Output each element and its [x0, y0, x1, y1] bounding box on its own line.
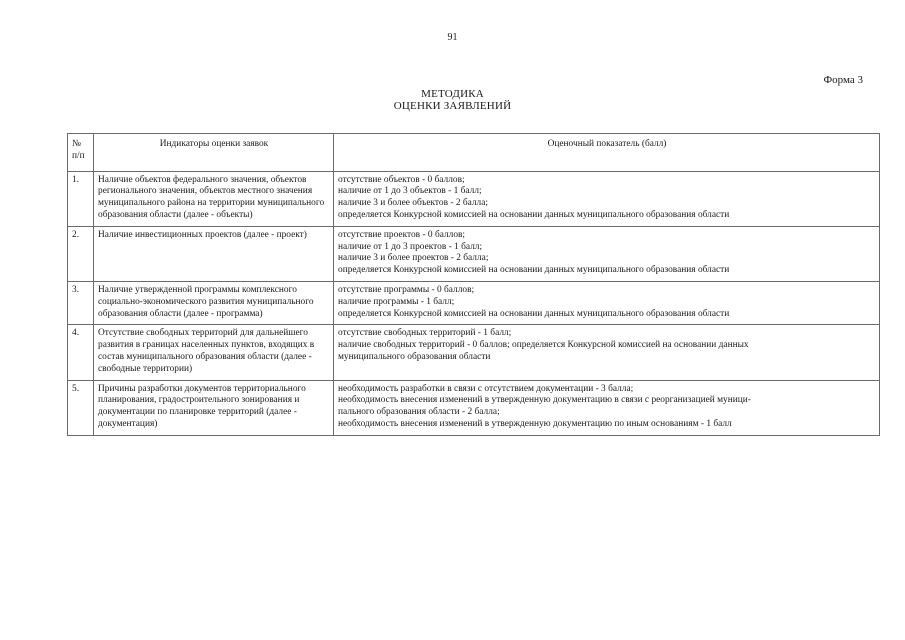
score-line: необходимость внесения изменений в утвержденную документацию по иным основаниям - 1 балл — [338, 418, 732, 429]
score-line: муниципального образования области — [338, 351, 491, 362]
header-score: Оценочный показатель (балл) — [334, 134, 880, 172]
row-indicator-text: Наличие объектов федерального значения, объектов регионального значения, объектов местного значения муниципального района на территории муниципального образования области (далее - объекты) — [98, 174, 325, 220]
table-row — [68, 226, 880, 281]
score-line: наличие 3 и более объектов - 2 балла; — [338, 198, 488, 209]
table-row — [68, 380, 880, 435]
row-indicator — [94, 281, 334, 324]
table-row — [68, 281, 880, 324]
score-line: определяется Конкурсной комиссией на основании данных муниципального образования области — [338, 209, 730, 220]
score-line: отсутствие проектов - 0 баллов; — [338, 229, 466, 240]
row-num: 1. — [68, 171, 94, 226]
title-line-1: МЕТОДИКА — [421, 88, 484, 100]
score-line: отсутствие программы - 0 баллов; — [338, 284, 475, 295]
row-score — [334, 325, 880, 380]
score-line: определяется Конкурсной комиссией на основании данных муниципального образования области — [338, 308, 730, 319]
document-title — [0, 88, 905, 112]
row-score — [334, 281, 880, 324]
row-score — [334, 226, 880, 281]
form-label: Форма 3 — [823, 74, 863, 86]
row-num: 4. — [68, 325, 94, 380]
page-number: 91 — [447, 32, 458, 43]
row-indicator — [94, 226, 334, 281]
row-num: 2. — [68, 226, 94, 281]
row-indicator-text: Причины разработки документов территориального планирования, градостроительного зонирования и документации по планировке территорий (далее - документация) — [98, 383, 306, 429]
header-num-text: № п/п — [72, 139, 85, 161]
score-line: наличие от 1 до 3 объектов - 1 балл; — [338, 186, 482, 197]
score-line: наличие 3 и более проектов - 2 балла; — [338, 253, 489, 264]
row-score — [334, 380, 880, 435]
title-line-2: ОЦЕНКИ ЗАЯВЛЕНИЙ — [393, 100, 512, 112]
row-indicator-text: Наличие утвержденной программы комплексного социально-экономического развития муниципального образования области (далее - программа) — [98, 284, 314, 319]
score-line: отсутствие свободных территорий - 1 балл; — [338, 328, 512, 339]
row-indicator-text: Отсутствие свободных территорий для дальнейшего развития в границах населенных пунктов, входящих в состав муниципального образования области (далее - свободные территории) — [98, 328, 315, 374]
row-indicator — [94, 325, 334, 380]
score-line: необходимость разработки в связи с отсутствием документации - 3 балла; — [338, 383, 634, 394]
score-line: пального образования области - 2 балла; — [338, 407, 500, 418]
row-num: 5. — [68, 380, 94, 435]
row-indicator-text: Наличие инвестиционных проектов (далее - проект) — [98, 229, 307, 240]
score-line: наличие программы - 1 балл; — [338, 296, 455, 307]
assessment-table — [67, 133, 880, 436]
row-indicator — [94, 171, 334, 226]
score-line: отсутствие объектов - 0 баллов; — [338, 174, 465, 185]
score-line: необходимость внесения изменений в утвержденную документацию в связи с реорганизацией муници- — [338, 395, 751, 406]
header-indicator: Индикаторы оценки заявок — [94, 134, 334, 172]
score-line: наличие от 1 до 3 проектов - 1 балл; — [338, 241, 483, 252]
score-line: определяется Конкурсной комиссией на основании данных муниципального образования области — [338, 265, 730, 276]
table-header-row — [68, 134, 880, 172]
row-score — [334, 171, 880, 226]
row-num: 3. — [68, 281, 94, 324]
row-indicator — [94, 380, 334, 435]
table-row — [68, 325, 880, 380]
table-row — [68, 171, 880, 226]
header-num — [68, 134, 94, 172]
score-line: наличие свободных территорий - 0 баллов; определяется Конкурсной комиссией на основании данных — [338, 340, 749, 351]
